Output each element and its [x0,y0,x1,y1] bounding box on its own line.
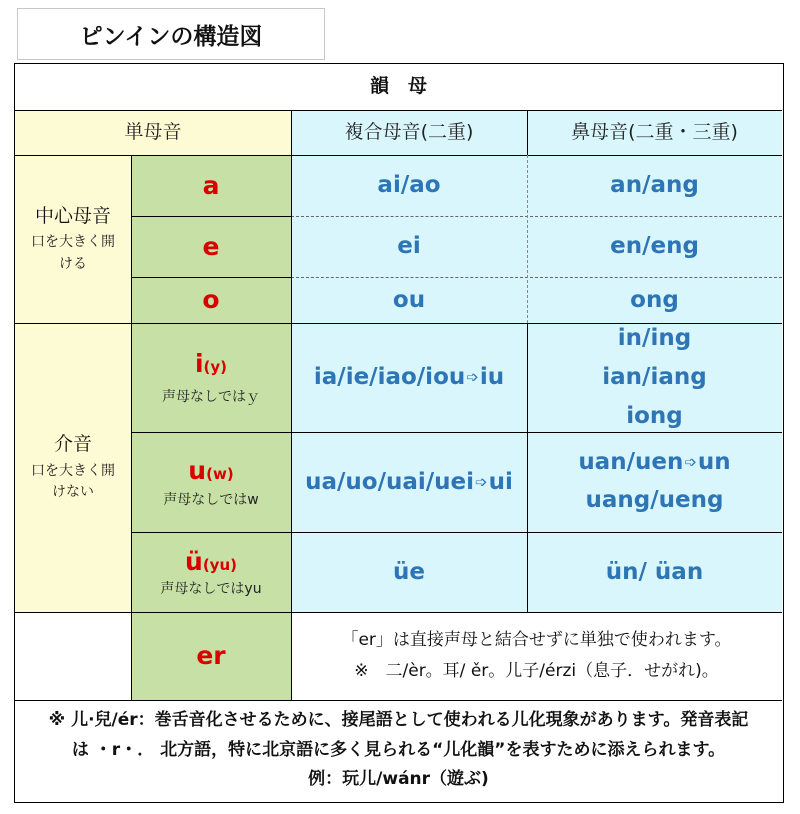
group-central-label: 中心母音 [34,204,111,227]
divider [527,110,528,155]
vowel-table [14,63,784,803]
footnote [15,700,782,801]
group-central-note-2: ける [59,255,87,272]
nasal-o: ong [527,277,782,323]
nasal-u-2: uang/ueng [585,487,724,513]
vowel-u-note: 声母なしではw [163,491,259,508]
vowel-i: i [194,349,204,379]
vowel-u: u [188,455,207,485]
er-desc-2: ※ 二/èr。耳/ ěr。儿子/érzi（息子．せがれ)。 [354,661,719,681]
nasal-a: an/ang [527,155,782,216]
table-header: 韻 母 [15,64,782,110]
group-medial-note-1: 口を大きく開 [31,462,115,479]
vowel-i-alt: (y) [203,358,228,377]
divider [131,277,291,278]
group-medial-note-2: けない [52,484,94,501]
group-central-note-1: 口を大きく開 [31,234,115,251]
dashed-divider [291,216,782,217]
er-desc-1: 「er」は直接声母と結合せずに単独で使われます。 [341,630,732,651]
dashed-divider [527,155,528,323]
vowel-i-cell [131,323,291,432]
er-description [291,612,782,700]
compound-i-result: iu [479,364,505,391]
col-header-simple: 単母音 [15,110,291,155]
vowel-i-note: 声母なしではｙ [162,389,260,406]
divider [291,110,292,700]
vowel-u-alt: (w) [206,464,234,483]
divider [131,155,132,700]
vowel-u-cell [131,432,291,532]
arrow-right-icon: ➩ [684,453,697,472]
arrow-right-icon: ➩ [475,472,488,491]
vowel-uu: ü [185,546,203,576]
empty-cell [15,612,131,700]
nasal-i-2: ian/iang [602,363,707,390]
compound-uu: üe [291,532,527,612]
vowel-e: e [131,216,291,277]
group-central [15,155,131,323]
compound-u-text: ua/uo/uai/uei [305,468,475,495]
divider [131,432,782,433]
divider [131,216,291,217]
compound-e: ei [291,216,527,277]
col-header-nasal: 鼻母音(二重・三重) [527,110,782,155]
vowel-uu-note: 声母なしではyu [160,580,262,597]
divider [527,323,528,612]
footnote-line-3: 例：玩儿/wánr（遊ぶ) [308,769,489,790]
compound-u-result: ui [488,468,513,495]
page-title: ピンインの構造図 [17,8,325,60]
compound-a: ai/ao [291,155,527,216]
footnote-line-2: は ・r・． 北方語，特に北京語に多く見られる“儿化韻”を表すために添えられます。 [71,739,726,760]
compound-i [291,323,527,432]
compound-u [291,432,527,532]
vowel-uu-cell [131,532,291,612]
nasal-u-1-result: un [697,449,731,476]
dashed-divider [291,277,782,278]
nasal-i [527,323,782,432]
group-medial [15,323,131,612]
compound-i-text: ia/ie/iao/iou [313,364,466,391]
nasal-uu: ün/ üan [527,532,782,612]
group-medial-label: 介音 [53,433,92,456]
nasal-i-1: in/ing [617,324,692,351]
divider [131,532,782,533]
vowel-uu-alt: (yu) [202,555,237,574]
vowel-er: er [131,612,291,700]
nasal-u [527,432,782,532]
vowel-a: a [131,155,291,216]
footnote-line-1: ※ 儿·兒/ér：巻舌音化させるために、接尾語として使われる儿化現象があります。発音表記 [48,709,749,730]
nasal-e: en/eng [527,216,782,277]
divider [15,700,782,701]
divider [15,110,782,111]
arrow-right-icon: ➩ [466,368,479,387]
vowel-o: o [131,277,291,323]
nasal-u-1: uan/uen [578,449,684,476]
col-header-compound: 複合母音(二重) [291,110,527,155]
nasal-i-3: iong [626,403,683,430]
compound-o: ou [291,277,527,323]
